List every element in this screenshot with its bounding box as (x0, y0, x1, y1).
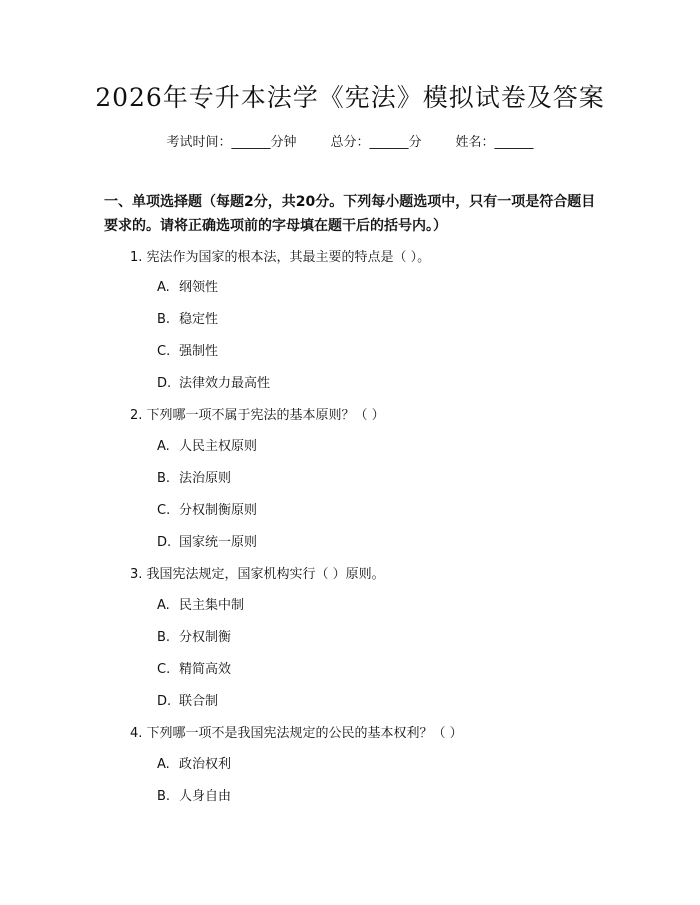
option-text: 人民主权原则 (179, 439, 258, 454)
option-letter: C. (157, 662, 171, 677)
exam-time-label: 考试时间：______分钟 (166, 135, 297, 150)
option-text: 法治原则 (179, 471, 232, 486)
question-stem: 3. 我国宪法规定，国家机构实行（ ）原则。 (130, 567, 385, 582)
question-stem: 2. 下列哪一项不属于宪法的基本原则？（ ） (130, 408, 385, 423)
question-option (157, 690, 218, 709)
option-text: 联合制 (179, 694, 219, 709)
option-text: 人身自由 (179, 789, 232, 804)
question-option (157, 276, 218, 295)
question-option (157, 340, 218, 359)
question-option (157, 753, 231, 772)
option-letter: C. (157, 503, 171, 518)
option-text: 民主集中制 (179, 598, 245, 613)
question-option (157, 531, 257, 550)
question-option (157, 785, 231, 804)
question-option (157, 308, 218, 327)
option-text: 国家统一原则 (179, 535, 258, 550)
option-letter: B. (157, 471, 171, 486)
question-option (157, 626, 231, 645)
section-heading: 一、单项选择题（每题2分，共20分。下列每小题选项中，只有一项是符合题目要求的。请将正确选项前的字母填在题干后的括号内。） (104, 194, 596, 234)
option-letter: B. (157, 789, 171, 804)
name-label: 姓名：______ (455, 135, 534, 150)
option-text: 政治权利 (179, 757, 232, 772)
option-letter: D. (157, 694, 172, 709)
question-option (157, 372, 270, 391)
question-option (157, 435, 257, 454)
option-letter: B. (157, 630, 171, 645)
option-letter: A. (157, 439, 170, 454)
option-letter: C. (157, 344, 171, 359)
option-text: 精简高效 (179, 662, 232, 677)
option-letter: D. (157, 376, 172, 391)
option-letter: A. (157, 598, 170, 613)
option-letter: A. (157, 757, 170, 772)
total-score-label: 总分：______分 (330, 135, 422, 150)
document-title: 2026年专升本法学《宪法》模拟试卷及答案 (95, 83, 605, 112)
option-text: 分权制衡原则 (179, 503, 258, 518)
option-letter: A. (157, 280, 170, 295)
option-text: 法律效力最高性 (179, 376, 271, 391)
option-text: 强制性 (179, 344, 219, 359)
option-text: 纲领性 (179, 280, 219, 295)
question-option (157, 658, 231, 677)
option-text: 稳定性 (179, 312, 219, 327)
question-stem: 4. 下列哪一项不是我国宪法规定的公民的基本权利？（ ） (130, 726, 463, 741)
question-stem: 1. 宪法作为国家的根本法，其最主要的特点是（ ）。 (130, 250, 431, 265)
question-option (157, 467, 231, 486)
exam-info-line (0, 131, 700, 150)
option-text: 分权制衡 (179, 630, 232, 645)
option-letter: B. (157, 312, 171, 327)
question-option (157, 594, 244, 613)
option-letter: D. (157, 535, 172, 550)
question-option (157, 499, 257, 518)
